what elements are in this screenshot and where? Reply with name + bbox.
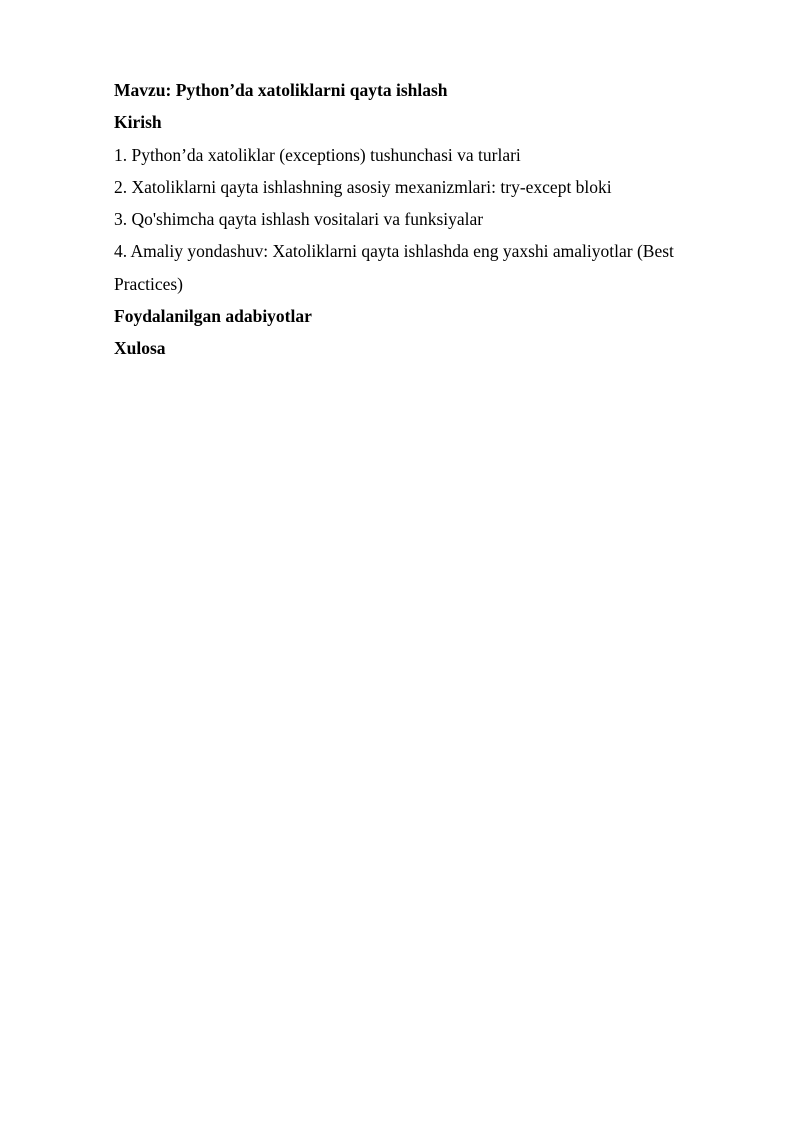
section-heading-intro: Kirish — [114, 112, 162, 133]
section-heading-conclusion: Xulosa — [114, 338, 166, 359]
list-item: 3. Qo'shimcha qayta ishlash vositalari va funksiyalar — [114, 209, 484, 230]
list-item: 2. Xatoliklarni qayta ishlashning asosiy mexanizmlari: try-except bloki — [114, 176, 612, 197]
document-title: Mavzu: Python’da xatoliklarni qayta ishlash — [114, 80, 448, 100]
list-item: 1. Python’da xatoliklar (exceptions) tushunchasi va turlari — [114, 144, 521, 165]
table-of-contents — [114, 74, 724, 365]
list-item: 4. Amaliy yondashuv: Xatoliklarni qayta ishlashda eng yaxshi amaliyotlar (Best Practices) — [114, 241, 674, 294]
section-heading-references: Foydalanilgan adabiyotlar — [114, 306, 312, 327]
